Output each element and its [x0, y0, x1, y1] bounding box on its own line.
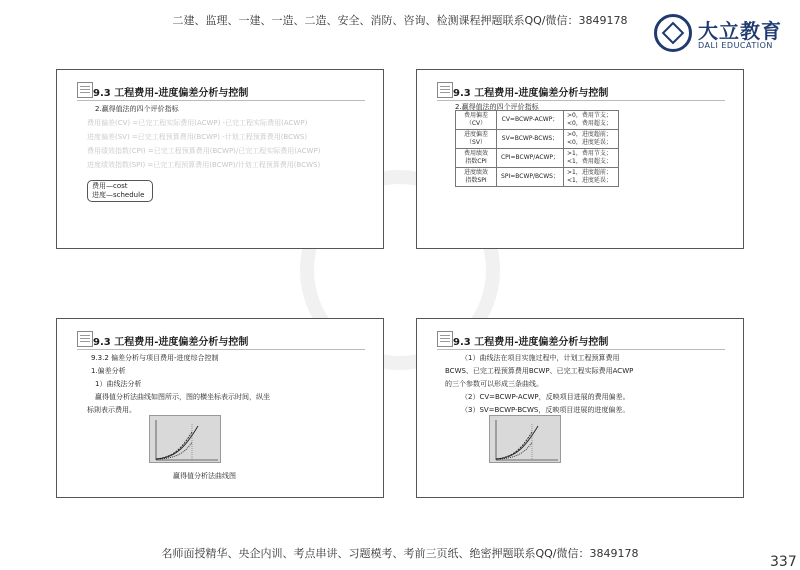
faded-line: 进度绩效指数(SPI) =已完工程预算费用(BCWP)/计划工程预算费用(BCWS)	[87, 161, 321, 169]
indicator-result: >0，费用节支； <0，费用超支；	[564, 111, 619, 130]
indicator-result: >0，进度超前； <0，进度延误；	[564, 130, 619, 149]
slide-3	[56, 318, 384, 498]
logo-english-name: DALI EDUCATION	[698, 41, 773, 50]
document-icon	[77, 331, 93, 347]
note-line: 费用—cost	[92, 182, 128, 190]
slide-subtitle: 2.赢得值法的四个评价指标	[95, 105, 179, 113]
table-row	[456, 111, 619, 130]
earned-value-curve-figure	[149, 415, 221, 463]
slide-title: 9.3 工程费用-进度偏差分析与控制	[93, 337, 249, 348]
title-divider	[437, 349, 725, 350]
note-box	[87, 180, 153, 202]
document-icon	[77, 82, 93, 98]
table-row	[456, 130, 619, 149]
body-text: BCWS、已完工程预算费用BCWP、已完工程实际费用ACWP	[445, 367, 634, 375]
faded-line: 费用偏差(CV) =已完工程实际费用(ACWP) -已完工程实际费用(ACWP)	[87, 119, 308, 127]
slide-title: 9.3 工程费用-进度偏差分析与控制	[453, 337, 609, 348]
indicator-formula: SV=BCWP-BCWS；	[497, 130, 564, 149]
page-number: 337	[770, 554, 797, 570]
slide-title: 9.3 工程费用-进度偏差分析与控制	[453, 88, 609, 99]
earned-value-curve-figure	[489, 415, 561, 463]
section-heading: 9.3.2 偏差分析与项目费用-进度综合控制	[91, 354, 219, 362]
indicator-name: 进度偏差 （SV）	[456, 130, 497, 149]
body-text: （2）CV=BCWP-ACWP，反映项目进展的费用偏差。	[461, 393, 630, 401]
brand-logo	[654, 14, 794, 58]
table-row	[456, 149, 619, 168]
document-icon	[437, 331, 453, 347]
note-line: 进度—schedule	[92, 191, 145, 199]
table-row	[456, 168, 619, 187]
document-icon	[437, 82, 453, 98]
figure-caption: 赢得值分析法曲线图	[173, 472, 236, 480]
indicator-formula: SPI=BCWP/BCWS；	[497, 168, 564, 187]
slide-2	[416, 69, 744, 249]
logo-name: 大立教育	[698, 19, 782, 43]
indicator-name: 费用偏差 （CV）	[456, 111, 497, 130]
indicator-formula: CV=BCWP-ACWP；	[497, 111, 564, 130]
indicator-name: 进度绩效 指数SPI	[456, 168, 497, 187]
slide-subtitle: 2.赢得值法的四个评价指标	[455, 103, 539, 111]
body-text: 赢得值分析法曲线如图所示，图的横坐标表示时间，纵坐	[95, 393, 270, 401]
faded-line: 费用绩效指数(CPI) =已完工程预算费用(BCWP)/已完工程实际费用(ACWP)	[87, 147, 321, 155]
section-heading: 1）曲线法分析	[95, 380, 142, 388]
faded-line: 进度偏差(SV) =已完工程预算费用(BCWP) -计划工程预算费用(BCWS)	[87, 133, 308, 141]
title-divider	[77, 100, 365, 101]
body-text: （1）曲线法在项目实施过程中，计划工程预算费用	[461, 354, 620, 362]
title-divider	[77, 349, 365, 350]
title-divider	[437, 100, 725, 101]
indicator-table	[455, 110, 619, 187]
body-text: 的三个参数可以形成三条曲线。	[445, 380, 543, 388]
slide-4	[416, 318, 744, 498]
slide-1	[56, 69, 384, 249]
indicator-formula: CPI=BCWP/ACWP；	[497, 149, 564, 168]
logo-emblem-icon	[654, 14, 692, 52]
indicator-result: >1，费用节支； <1，费用超支；	[564, 149, 619, 168]
page-footer: 名师面授精华、央企内训、考点串讲、习题模考、考前三页纸、绝密押题联系QQ/微信：3849178	[161, 547, 639, 560]
indicator-name: 费用绩效 指数CPI	[456, 149, 497, 168]
body-text: 标則表示费用。	[87, 406, 136, 414]
indicator-result: >1，进度超前； <1，进度延误；	[564, 168, 619, 187]
page-header: 二建、监理、一建、一造、二造、安全、消防、咨询、检测课程押题联系QQ/微信：3849178	[172, 14, 628, 27]
body-text: （3）SV=BCWP-BCWS，反映项目进展的进度偏差。	[461, 406, 630, 414]
section-heading: 1.偏差分析	[91, 367, 126, 375]
slide-title: 9.3 工程费用-进度偏差分析与控制	[93, 88, 249, 99]
